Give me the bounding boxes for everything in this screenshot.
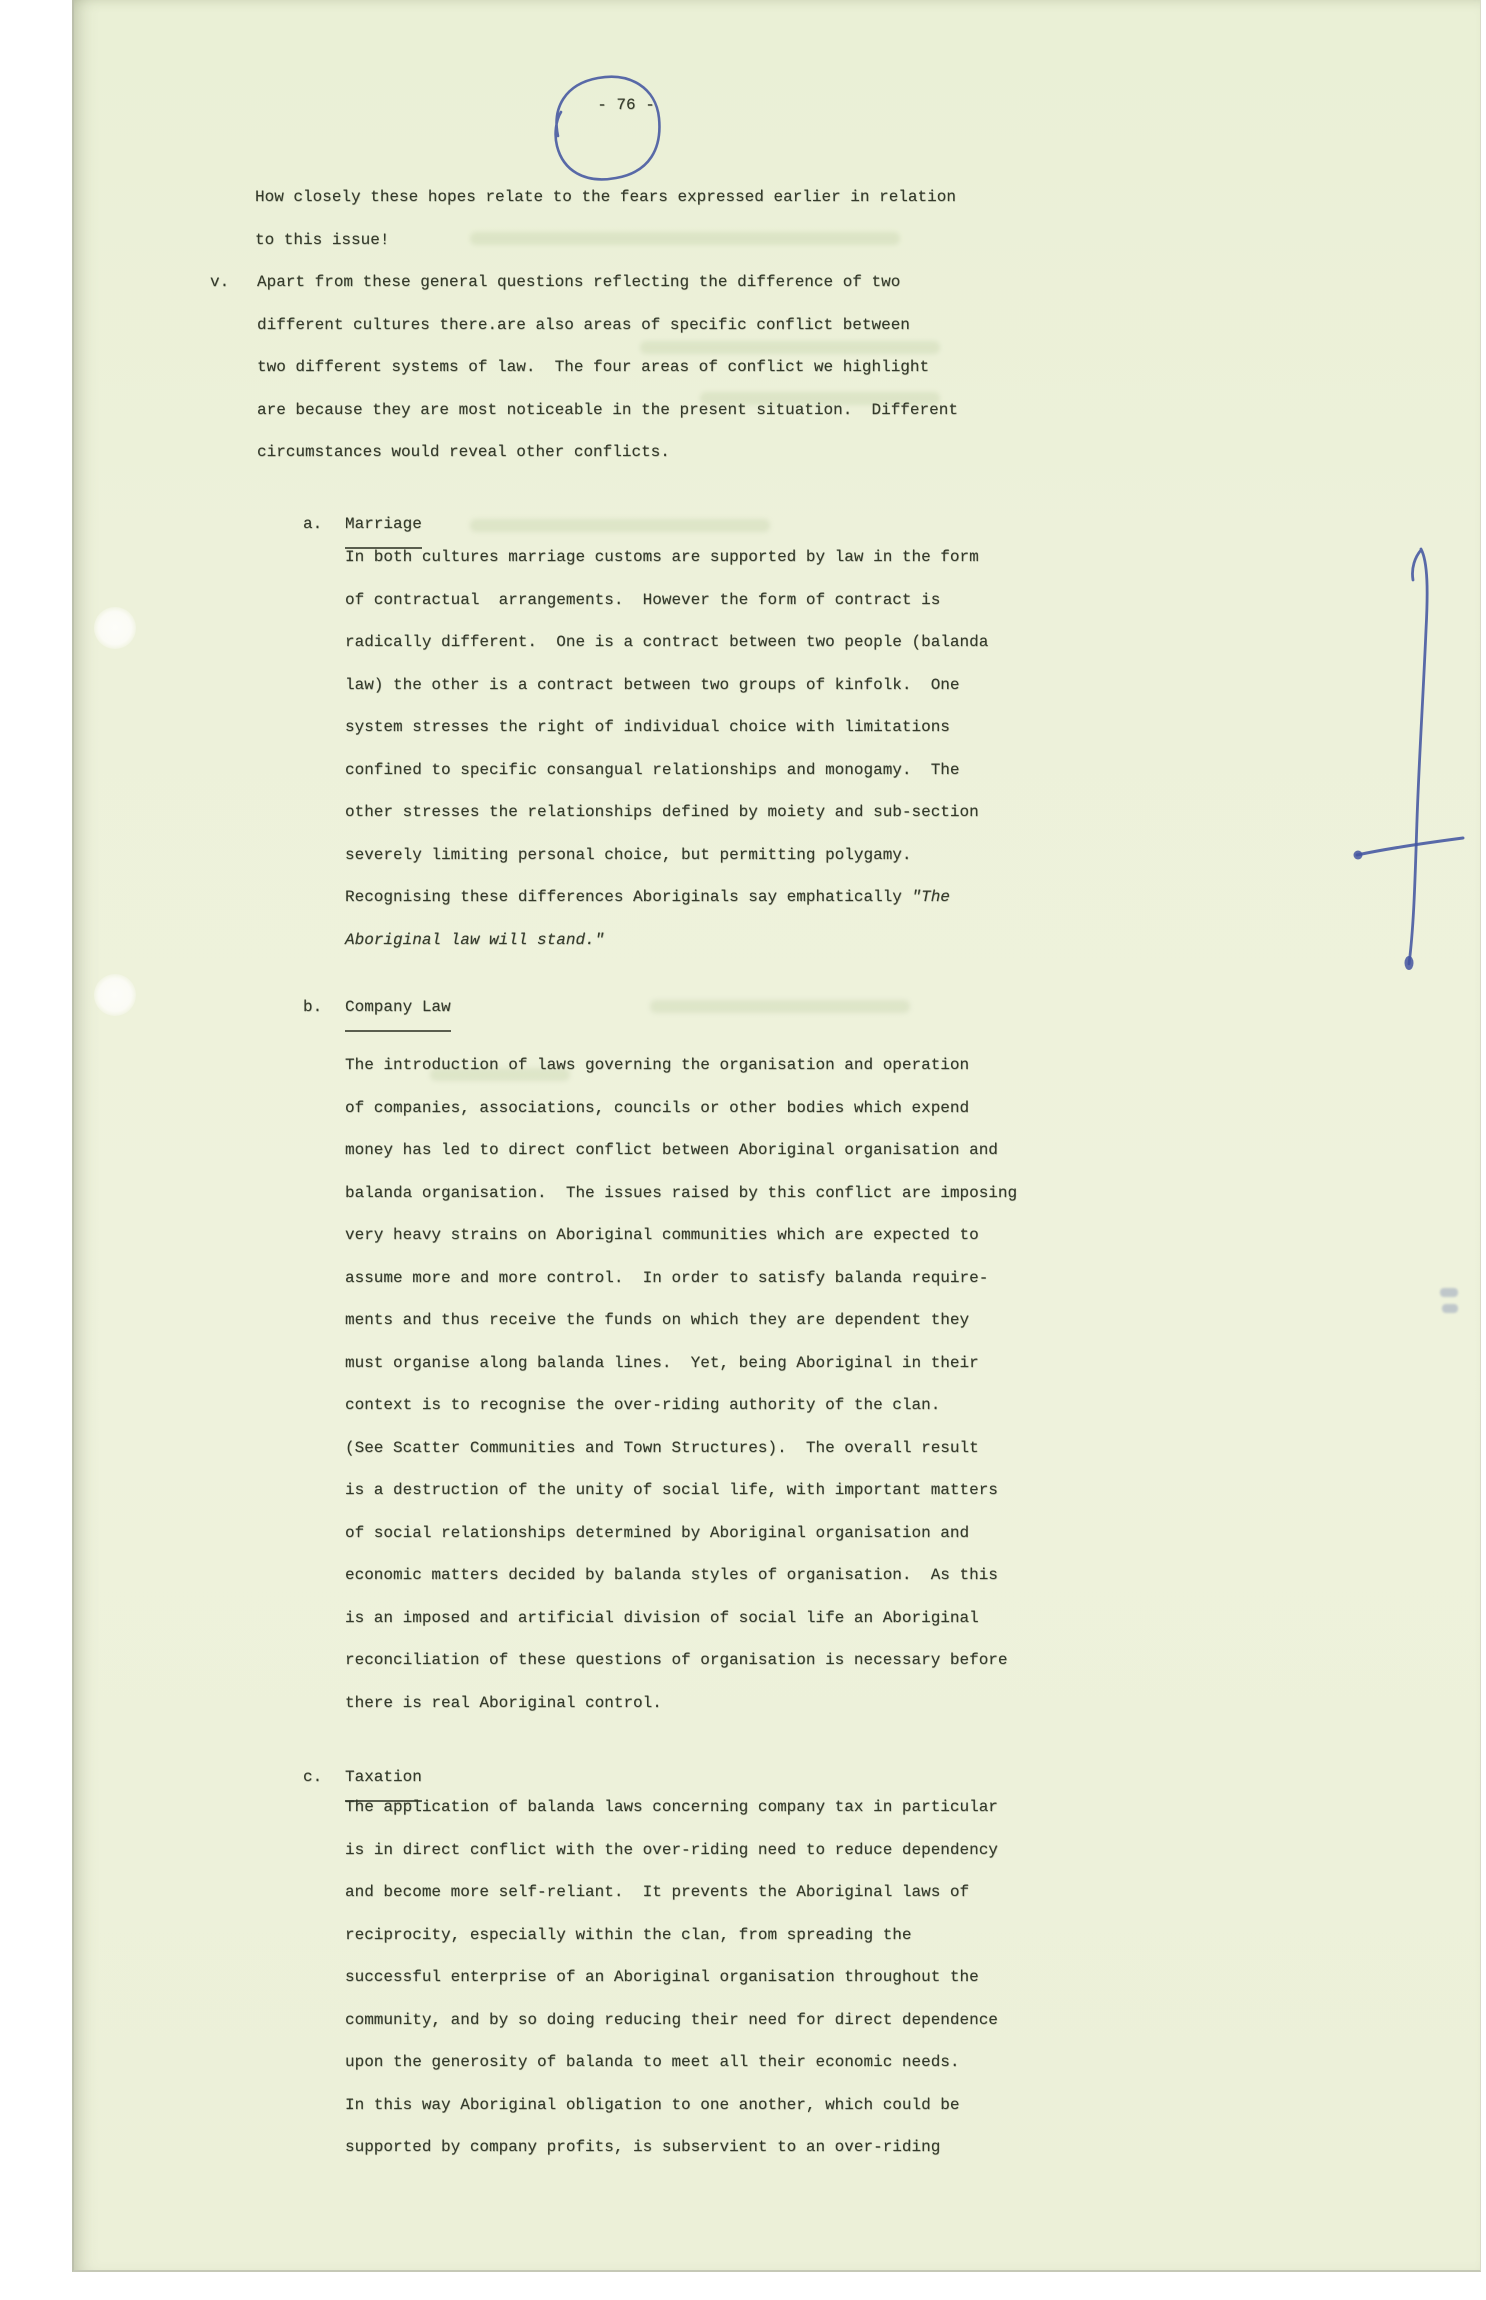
text-line: two different systems of law. The four areas of conflict we highlight (257, 358, 930, 376)
text-line: assume more and more control. In order to satisfy balanda require- (345, 1268, 989, 1287)
quote-open: "The (911, 888, 950, 906)
intro-paragraph (255, 176, 956, 261)
taxation-paragraph (345, 1786, 998, 2169)
text-line: reciprocity, especially within the clan, from spreading the (345, 1925, 912, 1944)
section-v-marker: v. (210, 273, 230, 291)
text-line: other stresses the relationships defined by moiety and sub-section (345, 803, 979, 821)
text-line: reconciliation of these questions of organisation is necessary before (345, 1651, 1008, 1669)
text-line: In both cultures marriage customs are supported by law in the form (345, 548, 979, 566)
text-line: of contractual arrangements. However the form of contract is (345, 590, 941, 609)
page-number: - 76 - (597, 96, 655, 114)
marriage-title: Marriage (345, 503, 422, 549)
text-line: very heavy strains on Aboriginal communities which are expected to (345, 1226, 979, 1244)
taxation-title: Taxation (345, 1756, 422, 1802)
quote-close-line: Aboriginal law will stand." (345, 930, 605, 949)
text-line: radically different. One is a contract between two people (balanda (345, 633, 989, 651)
text-line: balanda organisation. The issues raised by this conflict are imposing (345, 1183, 1018, 1202)
section-v (210, 261, 958, 474)
text-line: is in direct conflict with the over-riding need to reduce dependency (345, 1840, 998, 1859)
show-through-smudge (650, 1000, 910, 1013)
text-line: community, and by so doing reducing their need for direct dependence (345, 2010, 998, 2029)
marriage-marker: a. (303, 515, 323, 533)
company-law-heading (303, 986, 451, 1032)
text-line: upon the generosity of balanda to meet all their economic needs. (345, 2053, 960, 2071)
text-line: is a destruction of the unity of social life, with important matters (345, 1481, 998, 1499)
text-line: Apart from these general questions reflecting the difference of two (257, 273, 901, 291)
text-line: and become more self-reliant. It prevents the Aboriginal laws of (345, 1883, 970, 1901)
text-line: In this way Aboriginal obligation to one another, which could be (345, 2095, 960, 2114)
text-line: supported by company profits, is subservient to an over-riding (345, 2138, 941, 2156)
company-law-marker: b. (303, 998, 323, 1016)
text-line: context is to recognise the over-riding authority of the clan. (345, 1396, 941, 1414)
text-line (345, 876, 988, 919)
text-line: of social relationships determined by Aboriginal organisation and (345, 1523, 970, 1542)
hole-punch-top (94, 607, 136, 649)
text-line: successful enterprise of an Aboriginal organisation throughout the (345, 1968, 979, 1986)
text-line: there is real Aboriginal control. (345, 1693, 662, 1712)
company-law-paragraph (345, 1044, 1017, 1724)
hole-punch-bottom (94, 974, 136, 1016)
text-line: circumstances would reveal other conflicts. (257, 443, 670, 461)
text-line: must organise along balanda lines. Yet, being Aboriginal in their (345, 1353, 979, 1372)
show-through-smudge (470, 519, 770, 532)
text-line: The application of balanda laws concerning company tax in particular (345, 1798, 998, 1816)
quote-lead: Recognising these differences Aboriginals say emphatically (345, 888, 912, 906)
text-line: law) the other is a contract between two groups of kinfolk. One (345, 675, 960, 694)
text-line: ments and thus receive the funds on which they are dependent they (345, 1311, 970, 1329)
edge-smudge-mark (1442, 1304, 1458, 1313)
text-line: The introduction of laws governing the organisation and operation (345, 1056, 970, 1074)
text-line: economic matters decided by balanda styles of organisation. As this (345, 1566, 998, 1584)
taxation-marker: c. (303, 1768, 323, 1786)
edge-smudge-mark (1440, 1288, 1458, 1297)
text-line: is an imposed and artificial division of social life an Aboriginal (345, 1608, 979, 1627)
text-line: are because they are most noticeable in the present situation. Different (257, 400, 958, 419)
text-line: How closely these hopes relate to the fears expressed earlier in relation (255, 188, 956, 206)
text-line: severely limiting personal choice, but permitting polygamy. (345, 845, 912, 864)
text-line: confined to specific consangual relationships and monogamy. The (345, 760, 960, 779)
text-line: system stresses the right of individual choice with limitations (345, 718, 950, 736)
company-law-title: Company Law (345, 986, 451, 1032)
text-line: money has led to direct conflict between Aboriginal organisation and (345, 1141, 998, 1159)
text-line: different cultures there.are also areas of specific conflict between (257, 315, 910, 334)
text-line: to this issue! (255, 230, 390, 249)
text-line: (See Scatter Communities and Town Structures). The overall result (345, 1438, 979, 1457)
text-line: of companies, associations, councils or other bodies which expend (345, 1098, 970, 1117)
marriage-paragraph (345, 536, 988, 961)
